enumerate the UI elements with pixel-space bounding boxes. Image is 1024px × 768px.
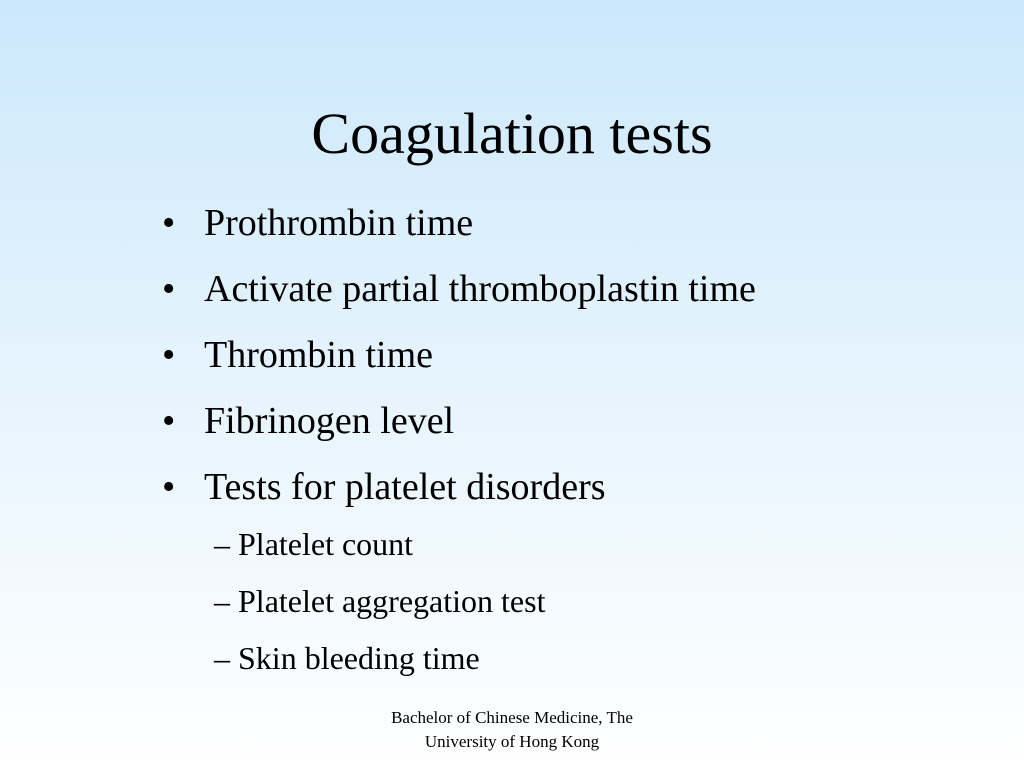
bullet-dot-icon: •	[162, 334, 176, 376]
footer-line-2: University of Hong Kong	[424, 732, 600, 751]
bullet-text: Tests for platelet disorders	[204, 466, 606, 508]
sub-bullet-item: – Skin bleeding time	[214, 640, 480, 676]
sub-bullet-list	[214, 521, 545, 692]
bullet-item-thrombin	[162, 328, 756, 382]
slide-footer	[332, 706, 692, 754]
bullet-dot-icon: •	[162, 400, 176, 442]
bullet-text: Activate partial thromboplastin time	[204, 268, 756, 310]
bullet-dot-icon: •	[162, 268, 176, 310]
bullet-dot-icon: •	[162, 202, 176, 244]
bullet-item-aptt	[162, 262, 756, 316]
bullet-text: Fibrinogen level	[204, 400, 455, 442]
bullet-dot-icon: •	[162, 466, 176, 508]
footer-line-1: Bachelor of Chinese Medicine, The	[391, 708, 633, 727]
bullet-item-prothrombin	[162, 196, 756, 250]
bullet-item-platelet-tests	[162, 460, 756, 514]
bullet-item-fibrinogen	[162, 394, 756, 448]
sub-bullet-item: – Platelet count	[214, 526, 414, 562]
sub-bullet-item: – Platelet aggregation test	[214, 583, 546, 619]
slide-title: Coagulation tests	[311, 101, 713, 166]
bullet-text: Prothrombin time	[204, 202, 474, 244]
bullet-list	[162, 196, 756, 526]
bullet-text: Thrombin time	[204, 334, 434, 376]
